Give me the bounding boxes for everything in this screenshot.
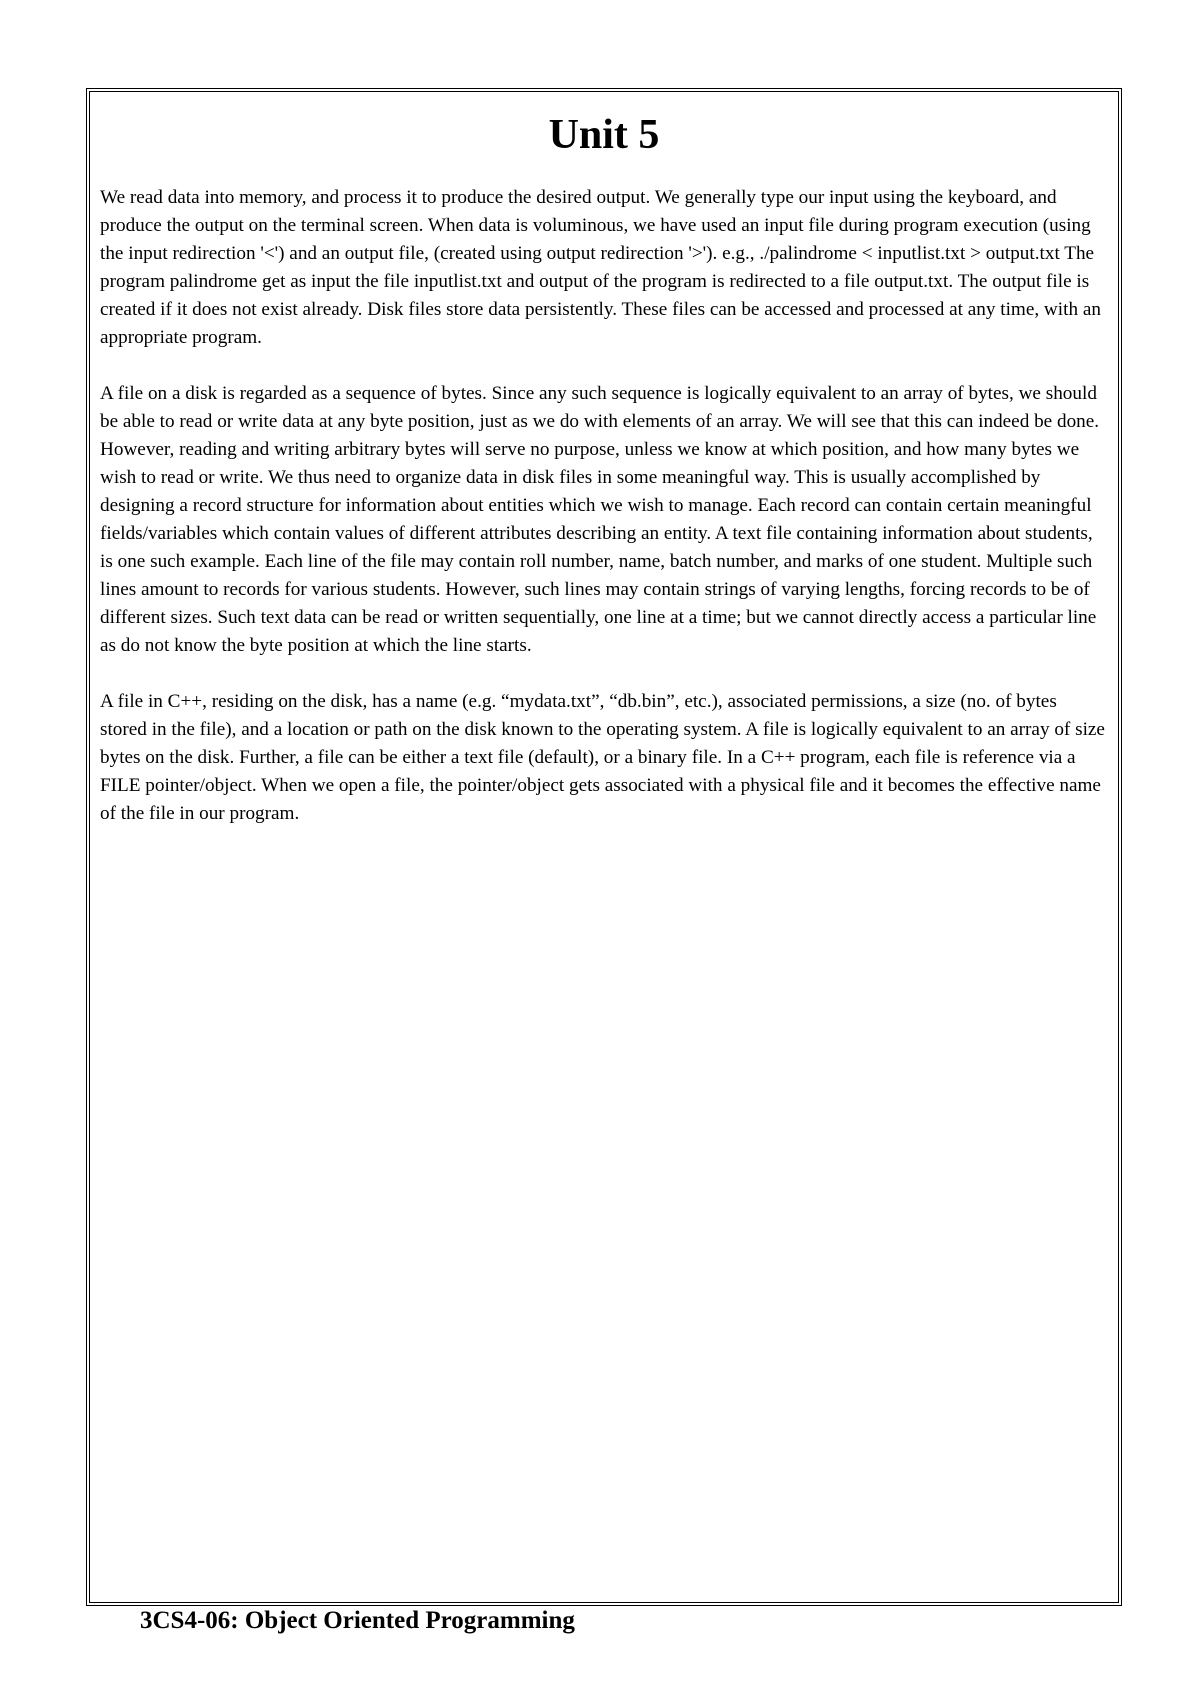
paragraph-file-bytes: A file on a disk is regarded as a sequence of bytes. Since any such sequence is logically equivalent to an array of bytes, we should be able to read or write data at any byte position, just as we do with elements of an array. We will see that this can indeed be done. However, reading and writing arbitrary bytes will serve no purpose, unless we know at which position, and how many bytes we wish to read or write. We thus need to organize data in disk files in some meaningful way. This is usually accomplished by designing a record structure for information about entities which we wish to manage. Each record can contain certain meaningful fields/variables which contain values of different attributes describing an entity. A text file containing information about students, is one such example. Each line of the file may contain roll number, name, batch number, and marks of one student. Multiple such lines amount to records for various students. However, such lines may contain strings of varying lengths, forcing records to be of different sizes. Such text data can be read or written sequentially, one line at a time; but we cannot directly access a particular line as do not know the byte position at which the line starts.	[100, 383, 1100, 656]
paragraph-file-cpp: A file in C++, residing on the disk, has a name (e.g. “mydata.txt”, “db.bin”, etc.), associated permissions, a size (no. of bytes stored in the file), and a location or path on the disk known to the operating system. A file is logically equivalent to an array of size bytes on the disk. Further, a file can be either a text file (default), or a binary file. In a C++ program, each file is reference via a FILE pointer/object. When we open a file, the pointer/object gets associated with a physical file and it becomes the effective name of the file in our program.	[100, 691, 1105, 824]
page-title: Unit 5	[548, 112, 660, 158]
paragraph-intro: We read data into memory, and process it to produce the desired output. We generally type our input using the keyboard, and produce the output on the terminal screen. When data is voluminous, we have used an input file during program execution (using the input redirection '<') and an output file, (created using output redirection '>'). e.g., ./palindrome < inputlist.txt > output.txt The program palindrome get as input the file inputlist.txt and output of the program is redirected to a file output.txt. The output file is created if it does not exist already. Disk files store data persistently. These files can be accessed and processed at any time, with an appropriate program.	[100, 187, 1101, 348]
page-footer: 3CS4-06: Object Oriented Programming	[140, 1607, 575, 1634]
page-frame	[86, 88, 1122, 1606]
